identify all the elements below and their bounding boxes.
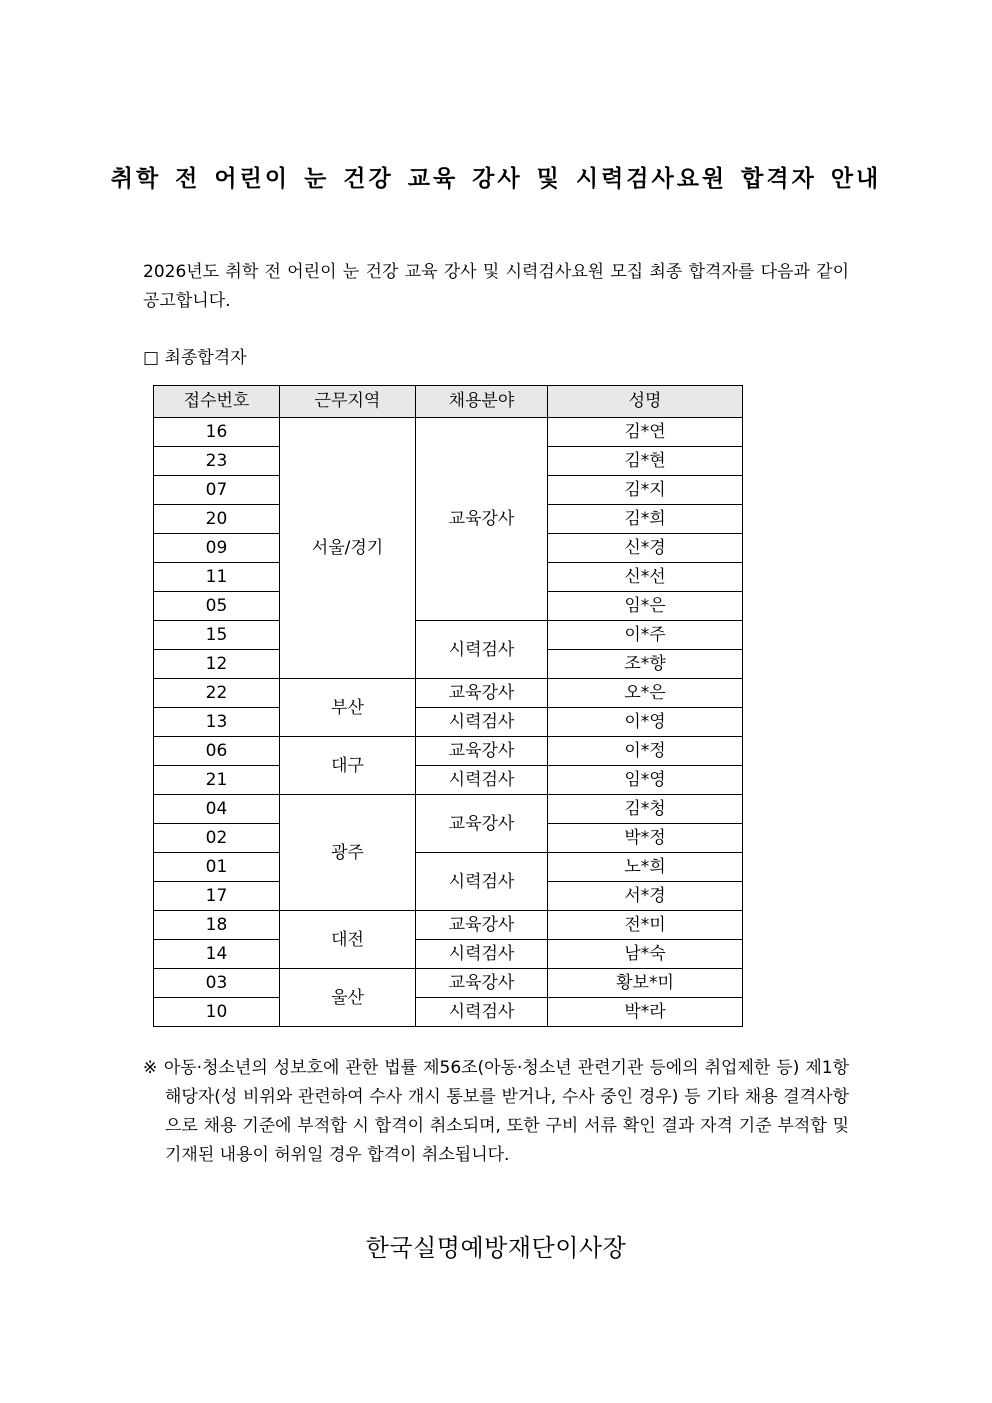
name-cell: 전*미 [548, 911, 743, 940]
table-header-row [154, 386, 743, 418]
field-cell: 시력검사 [416, 621, 548, 679]
receipt-no-cell: 23 [154, 447, 280, 476]
name-cell: 김*청 [548, 795, 743, 824]
receipt-no-cell: 21 [154, 766, 280, 795]
receipt-no-cell: 05 [154, 592, 280, 621]
disqualification-note: ※ 아동·청소년의 성보호에 관한 법률 제56조(아동·청소년 관련기관 등에의 취업제한 등) 제1항 해당자(성 비위와 관련하여 수사 개시 통보를 받거나, 수사 중인 경우) 등 기타 채용 결격사항으로 채용 기준에 부적합 시 합격이 취소되며, 또한 구비 서류 확인 결과 자격 기준 부적합 및 기재된 내용이 허위일 경우 합격이 취소됩니다. [143, 1058, 849, 1165]
table-row [154, 969, 743, 998]
table-row [154, 998, 743, 1027]
field-cell: 시력검사 [416, 708, 548, 737]
name-cell: 황보*미 [548, 969, 743, 998]
result-table [153, 385, 743, 1027]
receipt-no-cell: 02 [154, 824, 280, 853]
field-cell: 시력검사 [416, 998, 548, 1027]
name-cell: 남*숙 [548, 940, 743, 969]
name-cell: 이*주 [548, 621, 743, 650]
receipt-no-cell: 10 [154, 998, 280, 1027]
receipt-no-cell: 17 [154, 882, 280, 911]
receipt-no-cell: 06 [154, 737, 280, 766]
name-cell: 임*영 [548, 766, 743, 795]
receipt-no-cell: 14 [154, 940, 280, 969]
receipt-no-cell: 22 [154, 679, 280, 708]
table-row [154, 418, 743, 447]
table-row [154, 940, 743, 969]
name-cell: 김*지 [548, 476, 743, 505]
intro-paragraph: 2026년도 취학 전 어린이 눈 건강 교육 강사 및 시력검사요원 모집 최종 합격자를 다음과 같이 공고합니다. [143, 262, 849, 311]
header-name: 성명 [548, 386, 743, 418]
document-title: 취학 전 어린이 눈 건강 교육 강사 및 시력검사요원 합격자 안내 [110, 166, 882, 192]
receipt-no-cell: 04 [154, 795, 280, 824]
name-cell: 오*은 [548, 679, 743, 708]
name-cell: 이*정 [548, 737, 743, 766]
name-cell: 노*희 [548, 853, 743, 882]
name-cell: 조*향 [548, 650, 743, 679]
receipt-no-cell: 18 [154, 911, 280, 940]
section-heading: □ 최종합격자 [143, 348, 247, 368]
name-cell: 김*현 [548, 447, 743, 476]
name-cell: 임*은 [548, 592, 743, 621]
name-cell: 이*영 [548, 708, 743, 737]
table-row [154, 795, 743, 824]
field-cell: 교육강사 [416, 737, 548, 766]
receipt-no-cell: 03 [154, 969, 280, 998]
region-cell: 대구 [280, 737, 416, 795]
table-row [154, 621, 743, 650]
field-cell: 교육강사 [416, 679, 548, 708]
name-cell: 서*경 [548, 882, 743, 911]
region-cell: 광주 [280, 795, 416, 911]
table-row [154, 766, 743, 795]
header-receipt-no: 접수번호 [154, 386, 280, 418]
receipt-no-cell: 13 [154, 708, 280, 737]
issuer-signature: 한국실명예방재단이사장 [365, 1234, 627, 1262]
receipt-no-cell: 20 [154, 505, 280, 534]
table-row [154, 737, 743, 766]
field-cell: 시력검사 [416, 766, 548, 795]
field-cell: 교육강사 [416, 969, 548, 998]
receipt-no-cell: 07 [154, 476, 280, 505]
name-cell: 박*정 [548, 824, 743, 853]
receipt-no-cell: 01 [154, 853, 280, 882]
region-cell: 대전 [280, 911, 416, 969]
table-row [154, 911, 743, 940]
name-cell: 신*경 [548, 534, 743, 563]
field-cell: 시력검사 [416, 853, 548, 911]
receipt-no-cell: 15 [154, 621, 280, 650]
table-row [154, 708, 743, 737]
receipt-no-cell: 12 [154, 650, 280, 679]
field-cell: 교육강사 [416, 911, 548, 940]
region-cell: 울산 [280, 969, 416, 1027]
table-row [154, 853, 743, 882]
name-cell: 박*라 [548, 998, 743, 1027]
header-region: 근무지역 [280, 386, 416, 418]
name-cell: 김*희 [548, 505, 743, 534]
field-cell: 교육강사 [416, 795, 548, 853]
receipt-no-cell: 11 [154, 563, 280, 592]
header-field: 채용분야 [416, 386, 548, 418]
table-row [154, 679, 743, 708]
receipt-no-cell: 09 [154, 534, 280, 563]
field-cell: 교육강사 [416, 418, 548, 621]
field-cell: 시력검사 [416, 940, 548, 969]
region-cell: 부산 [280, 679, 416, 737]
name-cell: 신*선 [548, 563, 743, 592]
name-cell: 김*연 [548, 418, 743, 447]
region-cell: 서울/경기 [280, 418, 416, 679]
receipt-no-cell: 16 [154, 418, 280, 447]
